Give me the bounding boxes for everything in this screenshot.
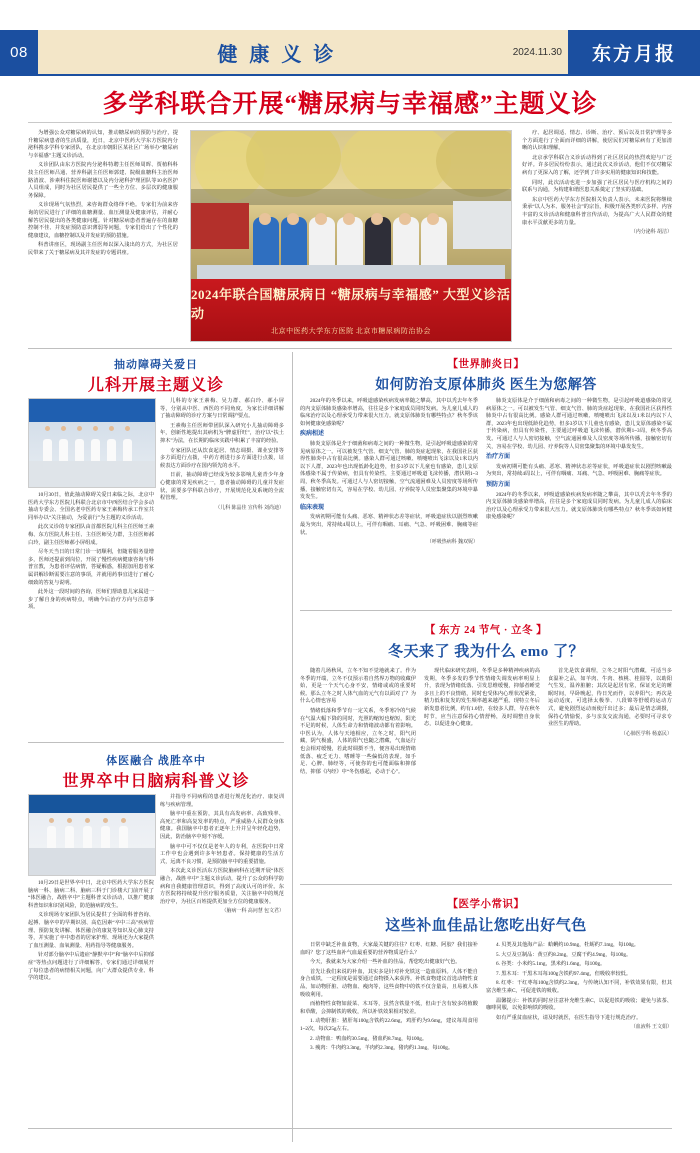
column-divider-1 [292, 352, 293, 1142]
section-title: 健康义诊 [217, 43, 346, 66]
stroke-photo [28, 794, 156, 876]
byline: （心肺医学科 杨嘉民） [620, 731, 672, 737]
person-head [287, 213, 299, 225]
section-title-area [38, 30, 513, 74]
headline-rule [28, 122, 672, 123]
pediatrics-title: 儿科开展主题义诊 [87, 377, 224, 394]
pneumonia-bracket-title: 【世界肺炎日】 [447, 359, 525, 370]
solarterm-col-1: 随着几场秋风，立冬不知不觉地就来了。作为冬季的开端，立冬不仅预示着自然界万物的收藏伊始，更是一个天气心身不安，情绪或或的重要时候。那么立冬之时人体气血的元气有以面对了？为什么心情也容易 情绪低落和季节有一定关系，冬季寒冷的气候在气温大幅下降的同时，光照的缩短也缩短，阳光不足的时候，人体生命力和情绪波动都有着影响。中医认为，人体与天地相应，立冬之时，阳气闭藏，阴气极盛，人体的阳气也随之潜藏，气血运行也会相对缓慢，若此时调摄不当，便容易出现情绪低落、疲乏无力、嗜睡等一些偏低的表现。如手足、心脾、肺经等，可使你的也可能面临和抑郁结，抑郁《内经》中“冬伤感起，必动于心”。 [300, 668, 416, 775]
masthead [0, 30, 700, 74]
page-number: 08 [0, 30, 38, 74]
pediatrics-col-1: 10月30日，值此抽动障碍关爱日来临之际，北京中医药大学东方医院儿科联合北京市中西医结合学会多动抽动专委会、全国名老中医药专家王素梅传承工作室共同举办以“关注抽动，为爱前行”为主题的义诊活动。 此次义诊的专家团队由首都医院儿科主任医师王素梅、东方医院儿科主任、主任医师吴力群，主任医师郝白玲，副主任医师郝小屏组成。 尽冬天当日的日常门诊一切顺利，但随着服务量增多，医师还提前到岗位，开展了慢性疾病健康咨询与科普宣教，为患者评估病情，答疑解惑，根据加用患者家属讲解诊断需要注意的事项，并就用药事宜进行了耐心细致的答复与说明。 此外这一段时间的咨询，医师们帮助患儿家属进一步了解自身的疾病特点，明确今后治疗方向与注意事项。 [28, 492, 154, 611]
pneumonia-col-2: 肺炎支原体是介于细菌和病毒之间的一种微生物，是引起呼吸道感染的常见病原体之一。可以被发生气管、细支气管、肺的炎症起现象，在我国社区获得性肺炎中占有很高比例。感染人群可通过咳嗽、喷嚏喷出飞沫以及1米以内以下人群，2023年也出现低龄化趋势，但多3岁以下儿童也有感染，患儿支原体感染不属于传染病，但具有传染性，主要通过呼吸道飞沫传播，潜伏期1~3周，秋冬季高发。可通过人与人密切接触，空气流通困难及人员密度等场所传播，接触密切有关，容易在学校、幼儿园、疗养院等人员密集聚集的环境中暴发发生。 治疗方面 发病初期可能有头痛、恶寒、精神状态差等症状，呼吸道症状以剧烈咳嗽最为突出，常持续4周以上，可伴有咽痛、耳痛、气急、呼吸困难、胸痛等症状。 预防方面 2024年的冬季以来，呼吸道感染疾病发病率随之攀高，其中以秃去年冬季的内支原体肺炎感染率增高，往往是多个家庭成员同时发病。为儿童儿成人的临床治疗以及心理承受力带来很大压力。就支原体肺炎有哪些特点？秋冬季该如何健康免感染呢？ [486, 398, 672, 521]
issue-date: 2024.11.30 [512, 46, 562, 58]
stroke-title: 世界卒中日脑病科普义诊 [62, 773, 250, 790]
pediatrics-bottom-rule [28, 742, 284, 743]
stroke-col-1: 10月29日是世界卒中日，北京中医药大学东方医院脑病一科、脑病二科、脑病三科于门诊楼大门前开展了“体医融合，战胜卒中”主题科普义诊活动，以推广健康科普知识和识别风险，防范脑病的发生。 义诊现场专家团队为居民提供了全面的科普咨询、起搏、脑卒中的早期识别、高危因素“卒中三高”疾病管理、预防复发讲解、体医融合的康复等知识及心肺支持等，并实施了卒中患者的居家护理、现场还为大家提供了血压测量、血氧测量、用药指导等健康服务。 针对部分脑卒中后遗症“静默卒中”和“脑卒中后抑郁症”等热点问题进行了详细解答，专家们通过详细展开了每位患者的病情相关问题，向广大群众提供专业、科学的建议。 [28, 880, 154, 982]
prevention-heading: 预防方面 [486, 481, 511, 488]
pediatrics-col-2: 儿科的专家王素梅、吴力群、郝白玲、郝小屏等，分别从中医、西医的不同角度，为家长详细讲解了抽动障碍的诊疗方案与日常调护要点。 王素梅主任医师带团队深入研究小儿抽动障碍多年，创新性地提出其病机为“脾虚肝旺”，治疗以“扶土抑木”为法，在长期的临床实践中积累了丰富的经验。 专家团队还从饮食起居、情志调摄、课业安排等多方面进行点拨，中药方剂进行多方面进行点拨，证候表达方面诊疗在国内领先的水平。 日前，抽动障碍已经成为较多影响儿童青少年身心健康的常见疾病之一，患者抽动障碍的儿童并发症状，需要多学科联合诊疗，开展规范化及系统的全流程管理。 （儿科 陈晶佳 宣传科 刘尚迪） [160, 398, 284, 511]
nutrition-col-2: 4. 贝类及其他海产品：蛤蜊约10.9mg，牡蛎约7.1mg，每100g。 5. 大豆及豆制品：黄豆约8.2mg，豆腐干约4.9mg，每100g。 6. 谷类：小米约5.1mg，黑米约1.6mg，每100g。 7. 黑木耳：干黑木耳每100g含铁约97.4mg，但吸收率较低。 8. 红枣：干红枣每100g含铁约2.3mg，与传统认知不同，补铁效果有限，但其富含维生素C，可促进铁的吸收。 温馨提示：补铁的同时应注意补充维生素C，以促进铁的吸收；避免与浓茶、咖啡同服，以免影响铁的吸收。 如有严重贫血症状，请及时就医，在医生指导下进行规范治疗。 （血液科 王文娟） [486, 942, 672, 1031]
pneumonia-section-2-title: 临床表现 [300, 504, 325, 511]
page-bottom-rule [28, 1128, 672, 1129]
solarterm-bottom-rule [300, 884, 672, 885]
pneumonia-section-1-title: 疾病相述 [300, 431, 325, 438]
lead-bottom-rule [28, 348, 672, 349]
person-head [427, 213, 439, 225]
nutrition-col-1: 日常中缺乏补血食物，大家最关键的往往？红枣、红糖、阿胶？我们接补血吗？您了这些血补气血最重要的营养物质是什么？ 今天，我就来为大家介绍一些补血的佳品，帮您吃出健康好气色。 首先让我们来说的补血，其实多是针对补充铁这一造血原料。人体不能自身合成铁，一定程度是需要通过食物摄入来获得。补铁食物建议首选动物性食品，如动物肝脏、动物血、瘦肉等，这些食物中的铁不仅含量高，且易被人体吸收利用。 而植物性食物如菠菜、木耳等，虽然含铁量不低，但由于含有较多的植酸和草酸，会抑制铁的吸收，所以补铁效果相对较差。 1. 动物肝脏：猪肝每100g含铁约22.6mg，鸡肝约为9.6mg，建议每周食用1~2次，每次25g左右。 2. 动物血：鸭血约30.5mg，猪血约8.7mg，每100g。 3. 瘦肉：牛肉约3.3mg，羊肉约2.3mg，猪肉约1.3mg，每100g。 [300, 942, 478, 1052]
nutrition-subtitle: 这些补血佳品让您吃出好气色 [385, 918, 587, 934]
person-head [399, 213, 411, 225]
byline: （脑病一科 高问慧 包文君） [221, 909, 284, 915]
pneumonia-subtitle: 如何防治支原体肺炎 医生为您解答 [375, 378, 597, 393]
person-head [315, 213, 327, 225]
red-vehicle [191, 203, 249, 249]
masthead-rule [0, 74, 700, 76]
banner-line-2: 北京中医药大学东方医院 北京市糖尿病防治协会 [271, 327, 431, 335]
stroke-col-2: 并指导不同病程的患者进行规范化治疗、康复训练与疾病管理。 脑卒中重在预防，其具有高发病率、高致残率、高死亡率和高复发率的特点，严重威胁人民群众身体健康。我国脑卒中患者正逐年上升并呈年轻化趋势，因此，防治脑卒中刻不容缓。 脑卒中可不仅仅是老年人的专利，在医院中日常工作中也会遇到许多年轻患者。保持健康的生活方式，远离不良习惯，是预防脑卒中的重要措施。 本次此义诊医活东方医院脑病科在近期开展“体医融合，战胜卒中”主题义诊活动，提升了公众的科学防病和自我健康管理意识，得到了高度认可的评价。东方医院将持续提升医疗服务质量，关注脑卒中的规范治疗中，为社区百姓提供更加全方位的健康服务。 （脑病一科 高问慧 包文君） [160, 794, 284, 915]
person-head [259, 213, 271, 225]
photo-banner [191, 279, 511, 341]
solarterm-col-3: 首先是饮食调理，立冬之时阳气潜藏，可适当多食温补之品，如羊肉、牛肉、核桃、桂圆等，以助阳气生发，温养脏腑；其次是起居有常，保证充足的睡眠时间，早卧晚起，待日光而作，以养阳气；再次是运动适度，可选择太极拳、八段锦等舒缓的运动方式，避免剧烈运动而使汗出过多；最后是情志调摄，保持心情愉悦，多与亲友交流沟通，必要时可寻求专业医生的帮助。 （心肺医学科 杨嘉民） [548, 668, 672, 737]
person-head [371, 213, 383, 225]
stroke-kicker: 体医融合 战胜卒中 [106, 755, 206, 767]
byline: （呼吸热病科 魏双妮） [426, 540, 478, 546]
paper-name: 东方月报 [568, 30, 700, 74]
pneumonia-col-1: 2024年的冬季以来，呼吸道感染疾病发病率随之攀高，其中以秃去年冬季的内支原体肺炎感染率增高，往往是多个家庭成员同时发病。为儿童儿成人的临床治疗以及心理承受力带来很大压力。就支原体肺炎有哪些特点？秋冬季该如何健康免感染呢？ 疾病相述 肺炎支原体是介于细菌和病毒之间的一种微生物，是引起呼吸道感染的常见病原体之一。可以被发生气管、细支气管、肺的炎症起现象，在我国社区获得性肺炎中占有很高比例。感染人群可通过咳嗽、喷嚏喷出飞沫以及1米以内以下人群，2023年也出现低龄化趋势，但多3岁以下儿童也有感染，患儿支原体感染不属于传染病，但具有传染性，主要通过呼吸道飞沫传播，潜伏期1~3周，秋冬季高发。可通过人与人密切接触，空气流通困难及人员密度等场所传播，接触密切有关，容易在学校、幼儿园、疗养院等人员密集聚集的环境中暴发发生。 临床表现 发病初期可能有头痛、恶寒、精神状态差等症状，呼吸道症状以剧烈咳嗽最为突出，常持续4周以上，可伴有咽痛、耳痛、气急、呼吸困难、胸痛等症状。 （呼吸热病科 魏双妮） [300, 398, 478, 546]
pediatrics-kicker: 抽动障碍关爱日 [114, 359, 198, 371]
byline: （血液科 王文娟） [630, 1025, 672, 1031]
byline: （内分泌科 胡洁） [630, 230, 672, 236]
pneumonia-bottom-rule [300, 610, 672, 611]
page-headline: 多学科联合开展“糖尿病与幸福感”主题义诊 [102, 91, 598, 118]
lead-col-3: 疗、起居调适、情志、诊断、治疗、预后以及日常护理等多个方面进行了全面而详细的讲解，使居民们对糖尿病有了更加清晰的认识和理解。 北京承学科联合义诊活动得到了社区居民的热烈欢迎与广泛好评。许多居民纷纷表示，通过此次义诊活动，他们不仅对糖尿病有了更深入的了解，还学到了许多实用的健康知识和技能。 同时，此次活动也进一步加强了社区居民与医疗机构之间的联系与沟通，为构建和谐医患关系奠定了坚实的基础。 东京中医药大学东方医院相关负责人表示，未来医院将继续秉承“以人为本、服务社会”的宗旨，积极开展各类形式多样、内容丰富的义诊活动和健康科普宣传活动，为提高广大人民群众的健康水平贡献更多的力量。 （内分泌科 胡洁） [522, 130, 672, 236]
exhibition-table [197, 265, 505, 279]
lead-col-1: 为增强公众对糖尿病的认知，推动糖尿病的预防与治疗，提升糖尿病患者的生活质量，近日，北京中医药大学东方医院内分泌科携多学科专家团队，在北京市朝阳区某社区广场举办“糖尿病与幸福感”主题义诊活动。 义诊团队由东方医院内分泌科特聘主任医师周晖、贾植科科技主任医师吕通、营养科副主任医师郭建、院级血糖科主治医师路清波、涉素科住院医师谢德以及内分泌科护理团队等10名医护人员组成，同时为社区居民提供了一些全方位、多层次的健康服务保障。 义诊现场气氛热烈，来咨询群众络绎不绝。专家们为前来咨询的居民进行了详细的血糖测量、血压测量及健康评估，并耐心解答居民提出的各类健康问题。针对糖尿病患者普遍存在的血糖控制不佳、并发症预防意识薄弱等问题，专家们给出了个性化的健康建议，血糖控制以及并发症的预防措施。 科普讲座区，现场副主任医师以深入浅出的方式，为社区居民带来了关于糖尿病及其并发症的专题讲座。 [28, 130, 178, 256]
main-photo [190, 130, 512, 342]
nutrition-bracket-title: 【医学小常识】 [447, 899, 525, 910]
white-board [453, 201, 511, 249]
byline: （儿科 陈晶佳 宣传科 刘尚迪） [215, 505, 284, 511]
solarterm-subtitle: 冬天来了 我为什么 emo 了？ [388, 644, 584, 660]
banner-line-1: 2024年联合国糖尿病日 “糖尿病与幸福感” 大型义诊活动 [191, 287, 511, 321]
solarterm-col-2: 现代临床研究表明，冬季是多种精神疾病的高发期，冬季多发的季节性情绪失调发病率明显上升，表现为情绪低落、引发思维缓慢，抑郁者睡觉多且上的不良情绪，同时也受体内心理状况紧张，精力低和复发的发生频率越来越严重。现特立冬后新发患者比例，约有1.0倍，在较多人群，导在秋冬时节，应当注意保持心情舒畅，及时调整自身状态，以促进身心健康。 [424, 668, 540, 728]
treatment-heading: 治疗方面 [486, 454, 511, 461]
solarterm-bracket-title: 【 东方 24 节气 · 立冬 】 [424, 625, 548, 636]
person-head [343, 213, 355, 225]
pediatrics-photo [28, 398, 156, 488]
